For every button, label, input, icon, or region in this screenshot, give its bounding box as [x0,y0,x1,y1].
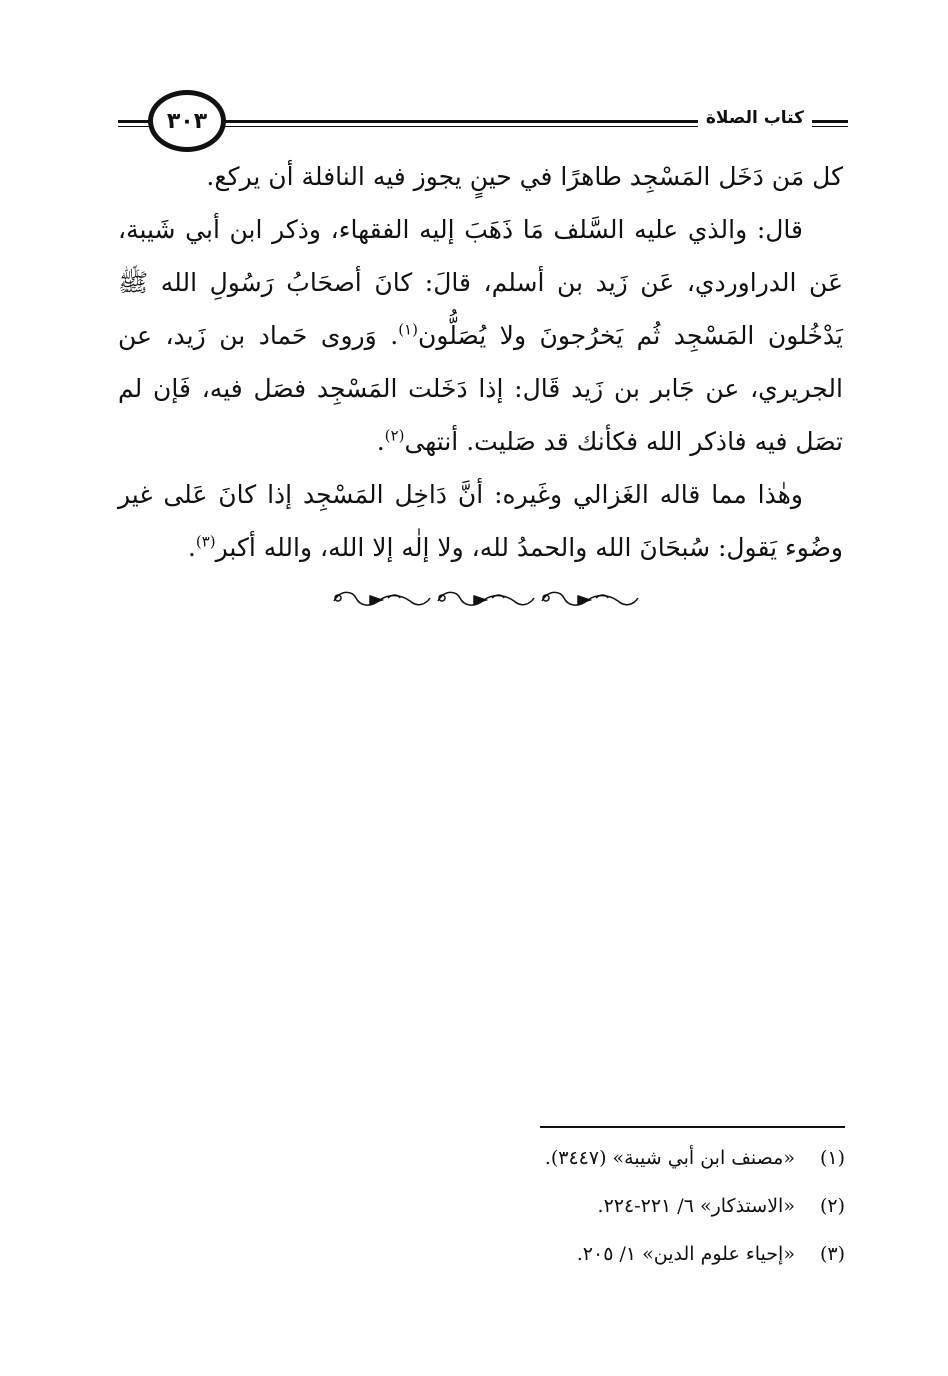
footnote-number: (٢) [819,1195,845,1217]
ornament-unit [334,592,430,605]
footnote-text: «مصنف ابن أبي شيبة» (٣٤٤٧). [544,1147,795,1169]
paragraph-2-end: . [376,427,385,456]
page-number [148,90,226,152]
page-header [118,90,848,154]
footnote-1 [300,1134,845,1182]
footnote-marker-1[interactable]: (١) [398,320,418,339]
footnote-2 [300,1182,845,1230]
footnote-3 [300,1230,845,1278]
paragraph-2-continuation: . وَروى حَماد بن زَيد، عن الجريري، عن جَابر بن زَيد قَال: إذا دَخَلت المَسْجِد فصَل فيه، فَإن لم تصَل فيه فاذكر الله فكأنك قد صَليت. أنتهى [118,321,843,456]
ornament-unit [438,592,534,605]
paragraph-1-text: كل مَن دَخَل المَسْجِد طاهرًا في حينٍ يجوز فيه النافلة أن يركع. [206,162,843,191]
page-number-text: ٣٠٣ [166,108,208,134]
ornamental-divider-icon [330,586,640,616]
header-rule-left-thin [118,126,150,127]
paragraph-3 [118,468,843,574]
main-text [118,150,843,574]
footnote-number: (١) [819,1147,845,1169]
paragraph-2-text: قال: والذي عليه السَّلف مَا ذَهَبَ إليه الفقهاء، وذكر ابن أبي شَيبة، عَن الدراوردي، عَن زَيد بن أسلم، قالَ: كانَ أصحَابُ رَسُولِ الله ﷺ يَدْخُلون المَسْجِد ثُم يَخرُجونَ ولا يُصَلُّون [118,215,843,350]
footnote-text: «إحياء علوم الدين» ١/ ٢٠٥. [576,1243,795,1265]
paragraph-3-end: . [187,533,196,562]
footnotes [300,1134,845,1278]
running-title: كتاب الصلاة [698,108,812,128]
header-rule-left [118,120,150,123]
paragraph-2 [118,203,843,468]
paragraph-3-text: وهٰذا مما قاله الغَزالي وغَيره: أنَّ دَاخِل المَسْجِد إذا كانَ عَلى غير وضُوء يَقول: سُبحَانَ الله والحمدُ لله، ولا إلٰه إلا الله، والله أكبر [118,480,843,562]
footnote-text: «الاستذكار» ٦/ ٢٢١-٢٢٤. [597,1195,795,1217]
footnote-number: (٣) [819,1243,845,1265]
footnote-marker-2[interactable]: (٢) [384,426,405,445]
paragraph-1 [118,150,843,203]
footnote-marker-3[interactable]: (٣) [195,532,216,551]
footnote-separator [540,1126,845,1128]
ornament-unit [542,592,638,605]
